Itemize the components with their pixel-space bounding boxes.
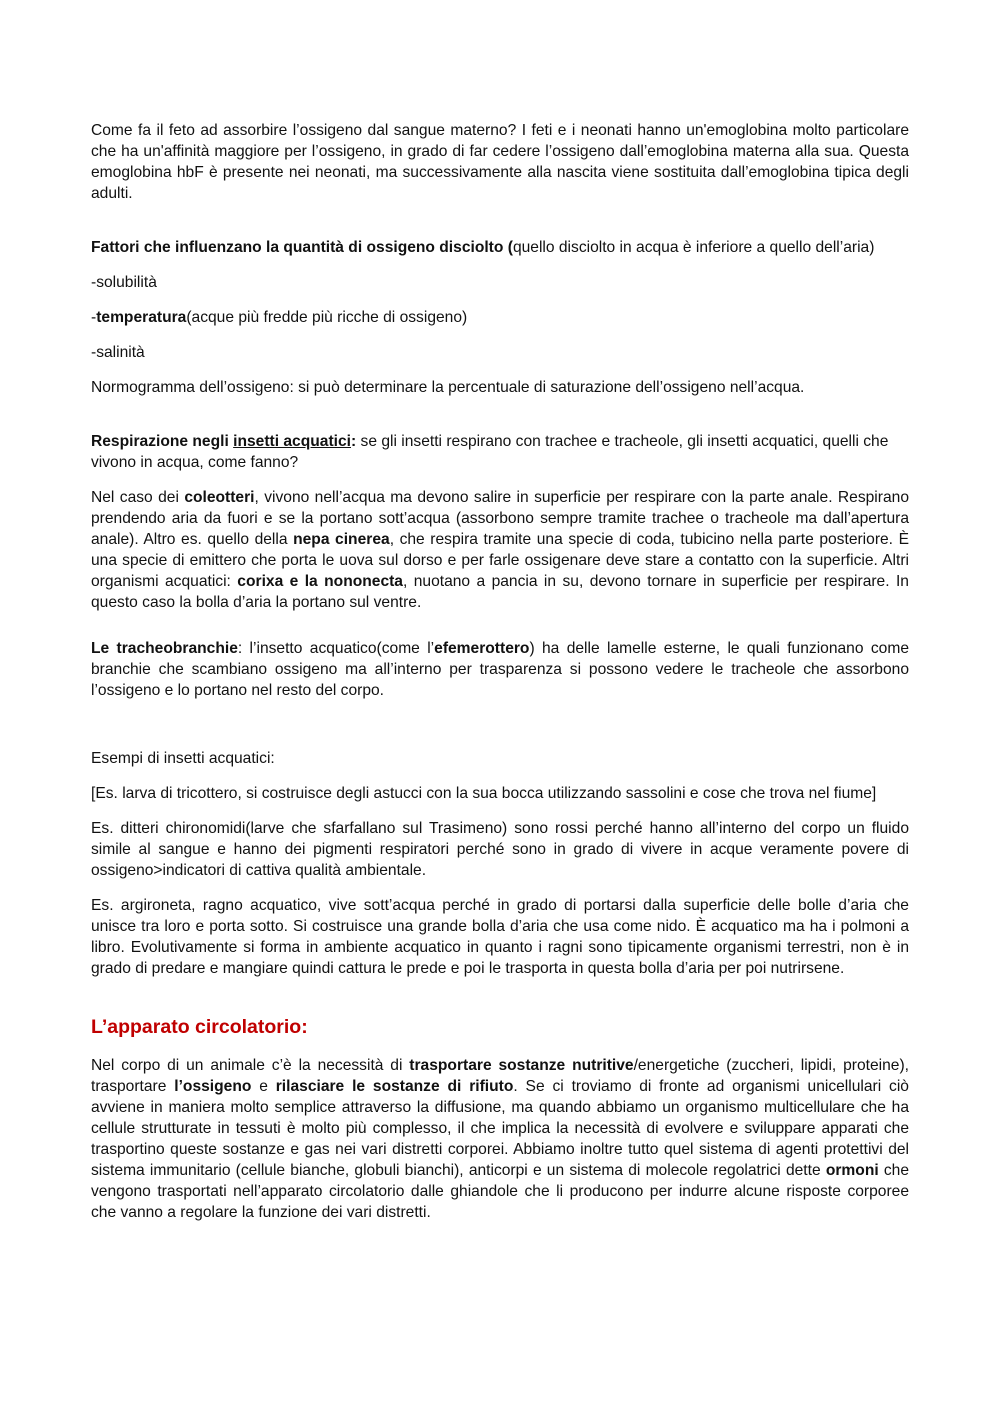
sostanze-nutritive-bold: trasportare sostanze nutritive (409, 1057, 634, 1074)
circolatorio-text-2: /energetiche (zuccheri, lipidi, proteine), trasportare (91, 1057, 909, 1095)
paragraph-circolatorio (91, 1055, 909, 1223)
list-item-temperatura (91, 307, 909, 328)
list-dash: - (91, 309, 97, 326)
list-item-solubilita: -solubilità (91, 274, 157, 291)
paragraph-tracheobranchie (91, 638, 909, 701)
temperatura-text: (acque più fredde più ricche di ossigeno) (186, 309, 468, 326)
fattori-title: Fattori che influenzano la quantità di ossigeno disciolto ( (91, 239, 513, 256)
paragraph-fattori (91, 237, 909, 258)
efemerottero-bold: efemerottero (434, 640, 530, 657)
paragraph-respirazione (91, 431, 909, 473)
circolatorio-text-5: che vengono trasportati nell’apparato circolatorio dalle ghiandole che li producono per indurre alcune risposte corporee che vanno a regolare la funzione dei vari distretti. (91, 1162, 910, 1221)
coleotteri-text-2: , vivono nell’acqua ma devono salire in superficie per respirare con la parte anale. Respirano prendendo aria da fuori e se la portano sott’acqua (assorbono sempre tramite trachee o tracheole ma dall’apertura anale). Altro es. quello della (91, 489, 909, 548)
respirazione-text: se gli insetti respirano con trachee e tracheole, gli insetti acquatici, quelli che vivono in acqua, come fanno? (91, 433, 889, 471)
section-heading-circolatorio: L’apparato circolatorio: (91, 1016, 308, 1038)
tracheobranchie-text-2: ) ha delle lamelle esterne, le quali funzionano come branchie che scambiano ossigeno ma all’interno per trasparenza si possono vedere le tracheole che assorbono l’ossigeno e lo portano nel resto del corpo. (91, 640, 909, 699)
coleotteri-text-4: , nuotano a pancia in su, devono tornare in superficie per respirare. In questo caso la bolla d’aria la portano sul ventre. (91, 573, 909, 611)
nepa-cinerea-bold: nepa cinerea (293, 531, 390, 548)
coleotteri-text-3: , che respira tramite una specie di coda, tubicino nella parte posteriore. È una specie di emittero che porta le uova sul dorso e per farle ossigenare deve stare a contatto con la superficie. Altri organismi acquatici: (91, 531, 909, 590)
paragraph-esempi-title: Esempi di insetti acquatici: (91, 750, 275, 767)
ormoni-bold: ormoni (825, 1162, 879, 1179)
paragraph-feto: Come fa il feto ad assorbire l’ossigeno dal sangue materno? I feti e i neonati hanno un'emoglobina molto particolare che ha un'affinità maggiore per l’ossigeno, in grado di far cedere l’ossigeno dall’emoglobina materna alla sua. Questa emoglobina hbF è presente nei neonati, ma successivamente alla nascita viene sostituita dall’emoglobina tipica degli adulti. (91, 122, 909, 202)
tracheobranchie-title: Le tracheobranchie (91, 640, 238, 657)
coleotteri-bold: coleotteri (184, 489, 255, 506)
circolatorio-text-3: e (251, 1078, 276, 1095)
ossigeno-bold: l’ossigeno (174, 1078, 252, 1095)
temperatura-label: temperatura (96, 309, 187, 326)
corixa-bold: corixa e la nononecta (237, 573, 403, 590)
rifiuto-bold: rilasciare le sostanze di rifiuto (275, 1078, 514, 1095)
paragraph-es-argironeta: Es. argironeta, ragno acquatico, vive sott’acqua perché in grado di portarsi dalla superficie delle bolle d’aria che unisce tra loro e porta sotto. Si costruisce una grande bolla d’aria che usa come nido. È acquatico ma ha i polmoni a libro. Evolutivamente si forma in ambiente acquatico in quanto i ragni sono tipicamente organismi terrestri, non è in grado di predare e mangiare quindi cattura le prede e poi le trasporta in questa bolla d’aria per poi nutrirsene. (91, 897, 909, 977)
paragraph-es-tricottero: [Es. larva di tricottero, si costruisce degli astucci con la sua bocca utilizzando sassolini e cose che trova nel fiume] (91, 785, 877, 802)
coleotteri-text-1: Nel caso dei (91, 489, 185, 506)
paragraph-coleotteri (91, 487, 909, 613)
fattori-text: quello disciolto in acqua è inferiore a quello dell’aria) (512, 239, 875, 256)
respirazione-title: Respirazione negli (91, 433, 234, 450)
tracheobranchie-text-1: : l’insetto acquatico(come l’ (237, 640, 435, 657)
paragraph-es-ditteri: Es. ditteri chironomidi(larve che sfarfallano sul Trasimeno) sono rossi perché hanno all’interno del corpo un fluido simile al sangue e hanno dei pigmenti respiratori perché sono in grado di vivere in acque veramente povere di ossigeno>indicatori di cattiva qualità ambientale. (91, 820, 909, 879)
list-item-salinita: -salinità (91, 344, 145, 361)
respirazione-colon: : (350, 433, 357, 450)
insetti-acquatici-underlined: insetti acquatici (233, 433, 351, 450)
paragraph-normogramma: Normogramma dell’ossigeno: si può determinare la percentuale di saturazione dell’ossigeno nell’acqua. (91, 379, 805, 396)
circolatorio-text-4: . Se ci troviamo di fronte ad organismi unicellulari ciò avviene in maniera molto semplice attraverso la diffusione, ma quando abbiamo un organismo multicellulare che ha cellule strutturate in tessuti è molto più complesso, il che implica la necessità di evolvere e sviluppare apparati che trasportino queste sostanze e gas nei vari distretti corporei. Abbiamo inoltre tutto quel sistema di agenti protettivi del sistema immunitario (cellule bianche, globuli bianchi), anticorpi e un sistema di molecole regolatrici dette (91, 1078, 909, 1179)
document-page (91, 120, 909, 1223)
circolatorio-text-1: Nel corpo di un animale c’è la necessità di (91, 1057, 410, 1074)
